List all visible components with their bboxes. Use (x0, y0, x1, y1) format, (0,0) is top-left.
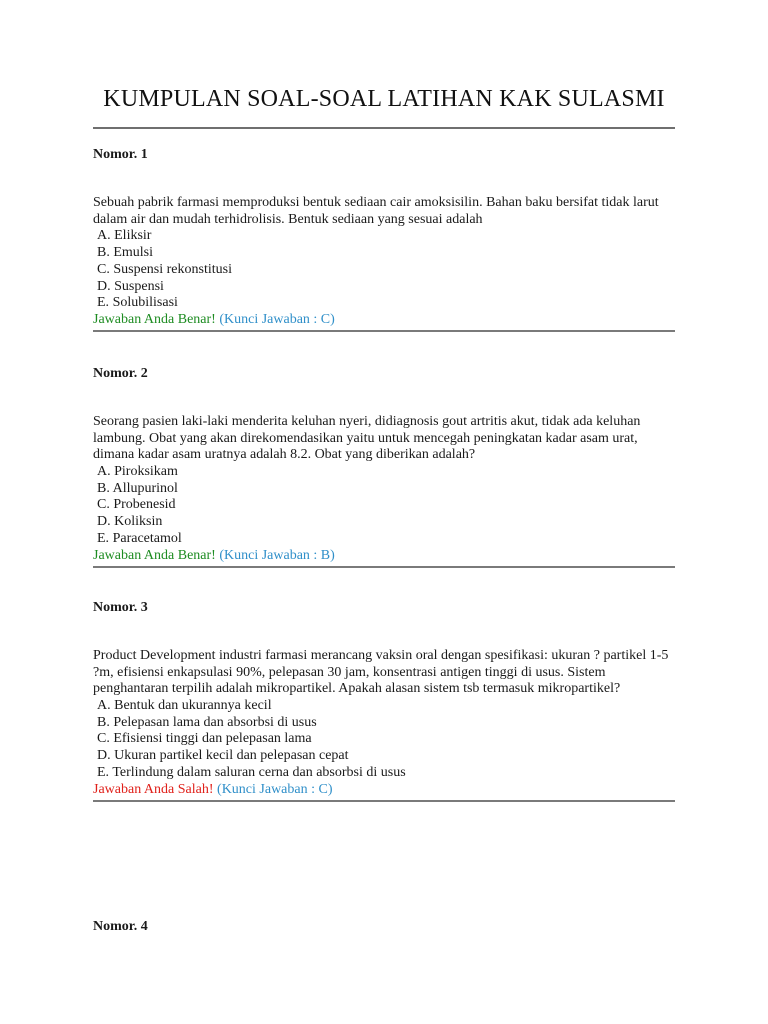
answer-option-a[interactable] (93, 228, 675, 245)
option-text: Suspensi (114, 278, 164, 294)
question-number: Nomor. 1 (93, 147, 148, 162)
title-divider (93, 127, 675, 129)
option-letter: B. (97, 480, 110, 496)
answer-option-a[interactable] (93, 464, 675, 481)
option-letter: A. (97, 228, 111, 244)
answer-option-a[interactable] (93, 698, 675, 715)
question-2 (93, 365, 675, 568)
question-number: Nomor. 2 (93, 366, 148, 381)
option-letter: E. (97, 295, 110, 311)
question-text: Seorang pasien laki-laki menderita keluhan nyeri, didiagnosis gout artritis akut, tidak ada keluhan lambung. Obat yang akan direkomendasikan yaitu untuk mencegah peningkatan kadar asam urat, dimana kadar asam uratnya adalah 8.2. Obat yang diberikan adalah? (93, 414, 641, 463)
option-letter: D. (97, 748, 111, 764)
question-1 (93, 146, 675, 332)
option-text: Probenesid (113, 497, 176, 513)
answer-options (93, 464, 675, 548)
answer-option-d[interactable] (93, 514, 675, 531)
question-4 (93, 918, 675, 936)
option-text: Allupurinol (112, 480, 178, 496)
option-text: Ukuran partikel kecil dan pelepasan cepat (114, 748, 349, 764)
option-letter: D. (97, 514, 111, 530)
answer-option-b[interactable] (93, 481, 675, 498)
option-letter: D. (97, 278, 111, 294)
answer-options (93, 228, 675, 312)
answer-options (93, 698, 675, 782)
result-message: Jawaban Anda Salah! (93, 781, 214, 797)
option-text: Koliksin (114, 514, 163, 530)
question-3 (93, 599, 675, 802)
option-letter: C. (97, 261, 110, 277)
answer-key: (Kunci Jawaban : C) (219, 312, 335, 328)
option-text: Terlindung dalam saluran cerna dan absorbsi di usus (112, 764, 406, 780)
question-text: Sebuah pabrik farmasi memproduksi bentuk sediaan cair amoksisilin. Bahan baku bersifat tidak larut dalam air dan mudah terhidrolisis. Bentuk sediaan yang sesuai adalah (93, 195, 659, 227)
question-number: Nomor. 3 (93, 600, 148, 615)
question-divider (93, 800, 675, 802)
option-text: Solubilisasi (112, 295, 178, 311)
answer-feedback (93, 312, 675, 329)
question-text: Product Development industri farmasi merancang vaksin oral dengan spesifikasi: ukuran ? partikel 1-5 ?m, efisiensi enkapsulasi 90%, pelepasan 30 jam, konsentrasi antigen tinggi di usus. Sistem penghantaran terpilih adalah mikropartikel. Apakah alasan sistem tsb termasuk mikropartikel? (93, 648, 669, 697)
answer-option-d[interactable] (93, 279, 675, 296)
answer-option-b[interactable] (93, 245, 675, 262)
answer-option-c[interactable] (93, 497, 675, 514)
answer-option-d[interactable] (93, 748, 675, 765)
answer-option-e[interactable] (93, 295, 675, 312)
option-text: Bentuk dan ukurannya kecil (114, 697, 272, 713)
answer-feedback (93, 548, 675, 565)
answer-option-c[interactable] (93, 262, 675, 279)
answer-option-b[interactable] (93, 715, 675, 732)
question-number: Nomor. 4 (93, 919, 148, 934)
answer-key: (Kunci Jawaban : C) (217, 781, 333, 797)
option-text: Emulsi (113, 244, 154, 260)
option-letter: B. (97, 714, 110, 730)
question-divider (93, 566, 675, 568)
option-letter: E. (97, 764, 110, 780)
option-text: Eliksir (114, 228, 152, 244)
question-divider (93, 330, 675, 332)
answer-option-e[interactable] (93, 765, 675, 782)
option-letter: A. (97, 697, 111, 713)
result-message: Jawaban Anda Benar! (93, 547, 216, 563)
option-text: Efisiensi tinggi dan pelepasan lama (113, 731, 312, 747)
option-letter: C. (97, 731, 110, 747)
result-message: Jawaban Anda Benar! (93, 312, 216, 328)
answer-option-c[interactable] (93, 731, 675, 748)
answer-feedback (93, 782, 675, 799)
answer-key: (Kunci Jawaban : B) (219, 547, 335, 563)
option-letter: A. (97, 463, 111, 479)
option-letter: E. (97, 530, 110, 546)
option-letter: B. (97, 244, 110, 260)
option-text: Paracetamol (112, 530, 182, 546)
option-text: Pelepasan lama dan absorbsi di usus (113, 714, 317, 730)
option-text: Piroksikam (114, 463, 178, 479)
document-title: KUMPULAN SOAL-SOAL LATIHAN KAK SULASMI (103, 86, 665, 112)
answer-option-e[interactable] (93, 531, 675, 548)
option-letter: C. (97, 497, 110, 513)
option-text: Suspensi rekonstitusi (113, 261, 232, 277)
